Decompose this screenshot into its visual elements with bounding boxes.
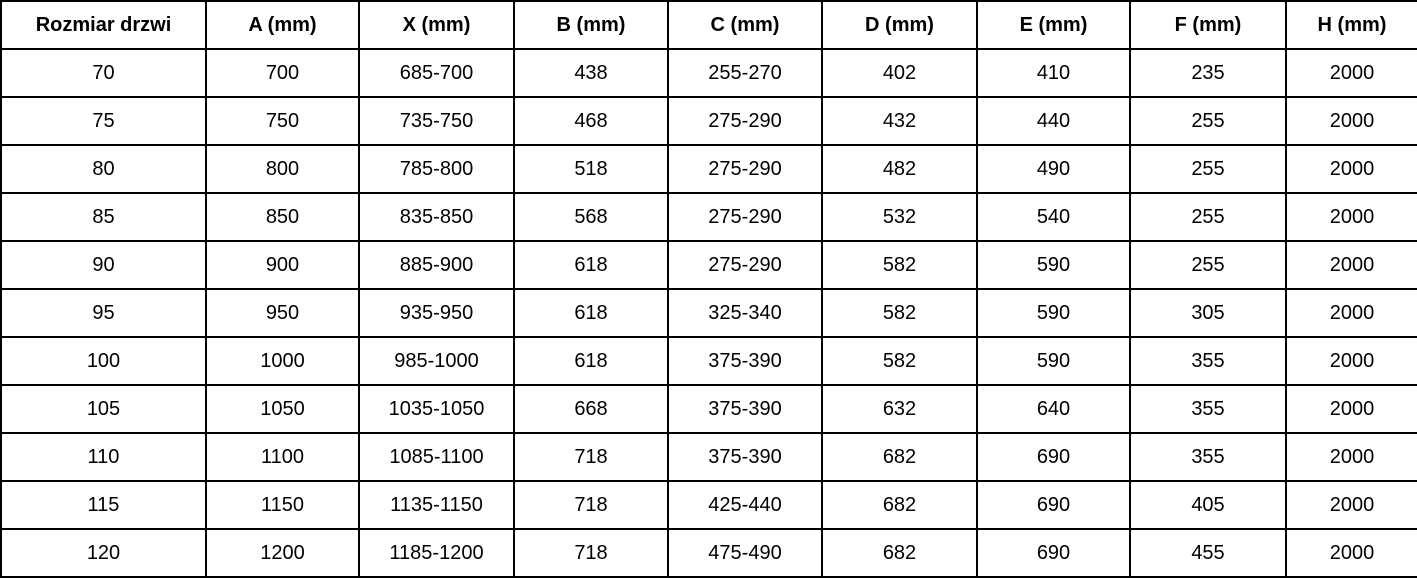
table-cell: 305 bbox=[1130, 289, 1286, 337]
table-cell: 1050 bbox=[206, 385, 359, 433]
table-cell: 100 bbox=[1, 337, 206, 385]
table-cell: 105 bbox=[1, 385, 206, 433]
table-row bbox=[1, 433, 1417, 481]
table-cell: 632 bbox=[822, 385, 977, 433]
table-row bbox=[1, 385, 1417, 433]
table-cell: 590 bbox=[977, 289, 1130, 337]
table-cell: 235 bbox=[1130, 49, 1286, 97]
table-cell: 2000 bbox=[1286, 193, 1417, 241]
table-cell: 682 bbox=[822, 433, 977, 481]
table-cell: 490 bbox=[977, 145, 1130, 193]
table-cell: 85 bbox=[1, 193, 206, 241]
table-cell: 618 bbox=[514, 241, 668, 289]
table-cell: 115 bbox=[1, 481, 206, 529]
table-cell: 1100 bbox=[206, 433, 359, 481]
table-cell: 275-290 bbox=[668, 145, 822, 193]
table-cell: 110 bbox=[1, 433, 206, 481]
table-cell: 718 bbox=[514, 529, 668, 577]
column-header: F (mm) bbox=[1130, 1, 1286, 49]
table-cell: 1000 bbox=[206, 337, 359, 385]
table-cell: 690 bbox=[977, 529, 1130, 577]
table-row bbox=[1, 337, 1417, 385]
table-cell: 618 bbox=[514, 289, 668, 337]
table-cell: 482 bbox=[822, 145, 977, 193]
table-row bbox=[1, 289, 1417, 337]
table-cell: 375-390 bbox=[668, 337, 822, 385]
column-header: A (mm) bbox=[206, 1, 359, 49]
table-cell: 540 bbox=[977, 193, 1130, 241]
table-cell: 668 bbox=[514, 385, 668, 433]
table-cell: 80 bbox=[1, 145, 206, 193]
table-cell: 718 bbox=[514, 433, 668, 481]
table-cell: 355 bbox=[1130, 433, 1286, 481]
table-cell: 985-1000 bbox=[359, 337, 514, 385]
table-cell: 1200 bbox=[206, 529, 359, 577]
table-cell: 425-440 bbox=[668, 481, 822, 529]
table-cell: 355 bbox=[1130, 337, 1286, 385]
table-cell: 255 bbox=[1130, 193, 1286, 241]
table-cell: 718 bbox=[514, 481, 668, 529]
table-cell: 120 bbox=[1, 529, 206, 577]
table-cell: 590 bbox=[977, 337, 1130, 385]
table-row bbox=[1, 193, 1417, 241]
table-cell: 950 bbox=[206, 289, 359, 337]
table-cell: 468 bbox=[514, 97, 668, 145]
table-row bbox=[1, 241, 1417, 289]
table-cell: 475-490 bbox=[668, 529, 822, 577]
table-cell: 582 bbox=[822, 241, 977, 289]
table-cell: 2000 bbox=[1286, 241, 1417, 289]
table-cell: 885-900 bbox=[359, 241, 514, 289]
column-header: H (mm) bbox=[1286, 1, 1417, 49]
table-cell: 275-290 bbox=[668, 193, 822, 241]
table-cell: 835-850 bbox=[359, 193, 514, 241]
table-cell: 735-750 bbox=[359, 97, 514, 145]
table-cell: 618 bbox=[514, 337, 668, 385]
table-cell: 900 bbox=[206, 241, 359, 289]
table-cell: 785-800 bbox=[359, 145, 514, 193]
table-cell: 375-390 bbox=[668, 385, 822, 433]
table-cell: 255 bbox=[1130, 97, 1286, 145]
table-cell: 432 bbox=[822, 97, 977, 145]
table-cell: 2000 bbox=[1286, 433, 1417, 481]
table-cell: 95 bbox=[1, 289, 206, 337]
table-cell: 682 bbox=[822, 481, 977, 529]
table-cell: 2000 bbox=[1286, 481, 1417, 529]
column-header: D (mm) bbox=[822, 1, 977, 49]
column-header: B (mm) bbox=[514, 1, 668, 49]
table-cell: 582 bbox=[822, 337, 977, 385]
table-cell: 518 bbox=[514, 145, 668, 193]
table-cell: 405 bbox=[1130, 481, 1286, 529]
table-body bbox=[1, 49, 1417, 577]
table-cell: 690 bbox=[977, 481, 1130, 529]
table-cell: 935-950 bbox=[359, 289, 514, 337]
table-cell: 1185-1200 bbox=[359, 529, 514, 577]
table-cell: 455 bbox=[1130, 529, 1286, 577]
table-cell: 850 bbox=[206, 193, 359, 241]
table-cell: 1135-1150 bbox=[359, 481, 514, 529]
table-cell: 255 bbox=[1130, 145, 1286, 193]
table-cell: 255-270 bbox=[668, 49, 822, 97]
table-cell: 800 bbox=[206, 145, 359, 193]
table-row bbox=[1, 97, 1417, 145]
table-row bbox=[1, 145, 1417, 193]
table-cell: 2000 bbox=[1286, 385, 1417, 433]
table-cell: 2000 bbox=[1286, 145, 1417, 193]
column-header: E (mm) bbox=[977, 1, 1130, 49]
column-header: X (mm) bbox=[359, 1, 514, 49]
table-cell: 275-290 bbox=[668, 97, 822, 145]
table-row bbox=[1, 529, 1417, 577]
column-header: Rozmiar drzwi bbox=[1, 1, 206, 49]
table-cell: 568 bbox=[514, 193, 668, 241]
table-row bbox=[1, 49, 1417, 97]
table-cell: 90 bbox=[1, 241, 206, 289]
table-cell: 1150 bbox=[206, 481, 359, 529]
table-cell: 2000 bbox=[1286, 337, 1417, 385]
table-cell: 410 bbox=[977, 49, 1130, 97]
table-cell: 590 bbox=[977, 241, 1130, 289]
table-cell: 255 bbox=[1130, 241, 1286, 289]
table-row bbox=[1, 481, 1417, 529]
table-header-row bbox=[1, 1, 1417, 49]
table-cell: 700 bbox=[206, 49, 359, 97]
table-cell: 2000 bbox=[1286, 97, 1417, 145]
table-cell: 750 bbox=[206, 97, 359, 145]
table-cell: 75 bbox=[1, 97, 206, 145]
table-cell: 325-340 bbox=[668, 289, 822, 337]
table-cell: 275-290 bbox=[668, 241, 822, 289]
table-cell: 402 bbox=[822, 49, 977, 97]
table-cell: 685-700 bbox=[359, 49, 514, 97]
table-cell: 1085-1100 bbox=[359, 433, 514, 481]
table-cell: 440 bbox=[977, 97, 1130, 145]
table-cell: 438 bbox=[514, 49, 668, 97]
table-cell: 682 bbox=[822, 529, 977, 577]
table-cell: 690 bbox=[977, 433, 1130, 481]
table-cell: 532 bbox=[822, 193, 977, 241]
column-header: C (mm) bbox=[668, 1, 822, 49]
table-cell: 640 bbox=[977, 385, 1130, 433]
table-cell: 2000 bbox=[1286, 49, 1417, 97]
table-cell: 355 bbox=[1130, 385, 1286, 433]
table-cell: 1035-1050 bbox=[359, 385, 514, 433]
table-cell: 2000 bbox=[1286, 289, 1417, 337]
table-cell: 70 bbox=[1, 49, 206, 97]
table-cell: 375-390 bbox=[668, 433, 822, 481]
table-cell: 582 bbox=[822, 289, 977, 337]
table-cell: 2000 bbox=[1286, 529, 1417, 577]
